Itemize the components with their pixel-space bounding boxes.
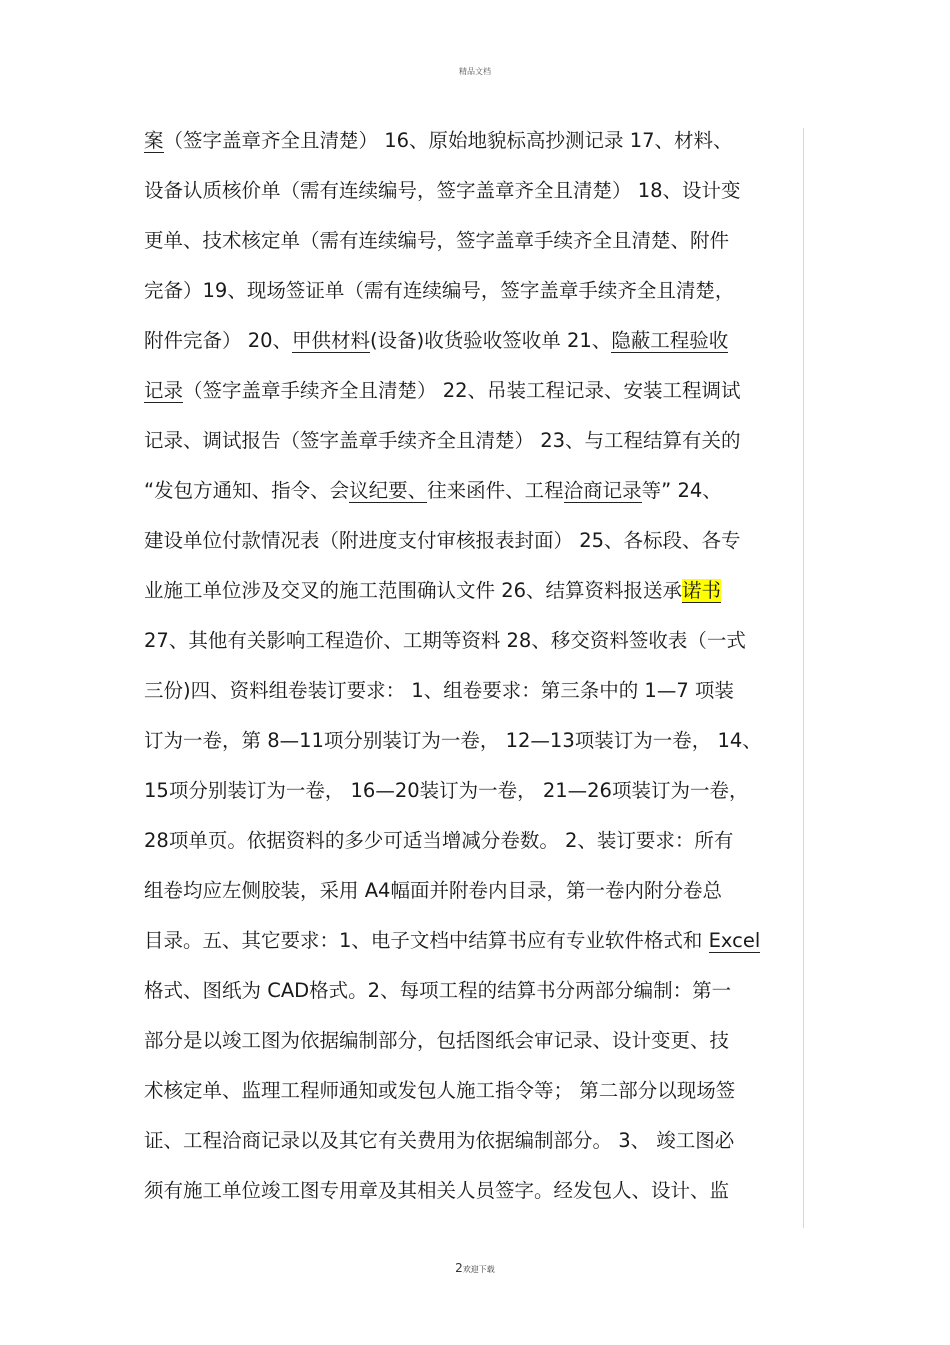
text-run: 建设单位付款情况表（附进度支付审核报表封面） 25、各标段、各专 — [144, 529, 741, 552]
text-run: 完备）19、现场签证单（需有连续编号，签字盖章手续齐全且清楚， — [144, 279, 735, 302]
text-run: 证、工程洽商记录以及其它有关费用为依据编制部分。 3、 竣工图必 — [144, 1129, 735, 1152]
underlined-text: Excel — [708, 929, 761, 952]
text-run: 更单、技术核定单（需有连续编号，签字盖章手续齐全且清楚、附件 — [144, 229, 730, 252]
text-line — [144, 1028, 804, 1078]
text-line — [144, 628, 804, 678]
text-run: 术核定单、监理工程师通知或发包人施工指令等； 第二部分以现场签 — [144, 1079, 736, 1102]
highlighted-text: 诺书 — [682, 579, 722, 602]
text-run: 27、其他有关影响工程造价、工期等资料 28、移交资料签收表（一式 — [144, 629, 746, 652]
text-run: (设备)收货验收签收单 21、 — [370, 329, 612, 352]
text-line — [144, 978, 804, 1028]
text-run: 目录。五、其它要求：1、电子文档中结算书应有专业软件格式和 — [144, 929, 709, 952]
text-run: 三份)四、资料组卷装订要求： 1、组卷要求：第三条中的 1—7 项装 — [144, 679, 734, 702]
text-run: （签字盖章手续齐全且清楚） 22、吊装工程记录、安装工程调试 — [183, 379, 741, 402]
page-number: 2 — [455, 1261, 463, 1275]
text-line — [144, 178, 804, 228]
text-run: 格式、图纸为 CAD格式。2、每项工程的结算书分两部分编制：第一 — [144, 979, 732, 1002]
text-line — [144, 778, 804, 828]
underlined-text: 洽商记录 — [563, 479, 642, 502]
text-line — [144, 128, 804, 178]
text-run: 部分是以竣工图为依据编制部分，包括图纸会审记录、设计变更、技 — [144, 1029, 730, 1052]
text-run: 记录、调试报告（签字盖章手续齐全且清楚） 23、与工程结算有关的 — [144, 429, 741, 452]
text-line — [144, 878, 804, 928]
text-line — [144, 1178, 804, 1228]
underlined-text: 议纪要、 — [349, 479, 428, 502]
text-run: 15项分别装订为一卷， 16—20装订为一卷， 21—26项装订为一卷， — [144, 779, 749, 802]
text-run: （签字盖章齐全且清楚） 16、原始地貌标高抄测记录 17、材料、 — [163, 129, 733, 152]
text-run: 28项单页。依据资料的多少可适当增减分卷数。 2、装订要求：所有 — [144, 829, 734, 852]
underlined-text: 隐蔽工程验收 — [611, 329, 729, 352]
text-line — [144, 428, 804, 478]
text-run: 组卷均应左侧胶装，采用 A4幅面并附卷内目录，第一卷内附分卷总 — [144, 879, 722, 902]
text-run: 等” 24、 — [641, 479, 722, 502]
text-line — [144, 328, 804, 378]
text-line — [144, 678, 804, 728]
text-line — [144, 528, 804, 578]
text-run: 业施工单位涉及交叉的施工范围确认文件 26、结算资料报送承 — [144, 579, 683, 602]
text-line — [144, 578, 804, 628]
text-line — [144, 478, 804, 528]
underlined-text: 甲供材料 — [292, 329, 371, 352]
text-line — [144, 228, 804, 278]
page-header: 精品文档 — [459, 67, 491, 76]
text-line — [144, 928, 804, 978]
text-run: 须有施工单位竣工图专用章及其相关人员签字。经发包人、设计、监 — [144, 1179, 730, 1202]
text-line — [144, 1078, 804, 1128]
text-line — [144, 828, 804, 878]
text-line — [144, 278, 804, 328]
footer-text: 欢迎下载 — [462, 1265, 495, 1274]
text-run: “发包方通知、指令、会 — [144, 479, 350, 502]
text-line — [144, 728, 804, 778]
text-run: 设备认质核价单（需有连续编号，签字盖章齐全且清楚） 18、设计变 — [144, 179, 741, 202]
underlined-text: 案 — [144, 129, 164, 152]
text-line — [144, 378, 804, 428]
text-run: 订为一卷，第 8—11项分别装订为一卷， 12—13项装订为一卷， 14、 — [144, 729, 762, 752]
text-run: 附件完备） 20、 — [144, 329, 293, 352]
page-footer — [0, 1261, 950, 1275]
underlined-text: 记录 — [144, 379, 184, 402]
text-line — [144, 1128, 804, 1178]
text-run: 往来函件、工程 — [427, 479, 564, 502]
